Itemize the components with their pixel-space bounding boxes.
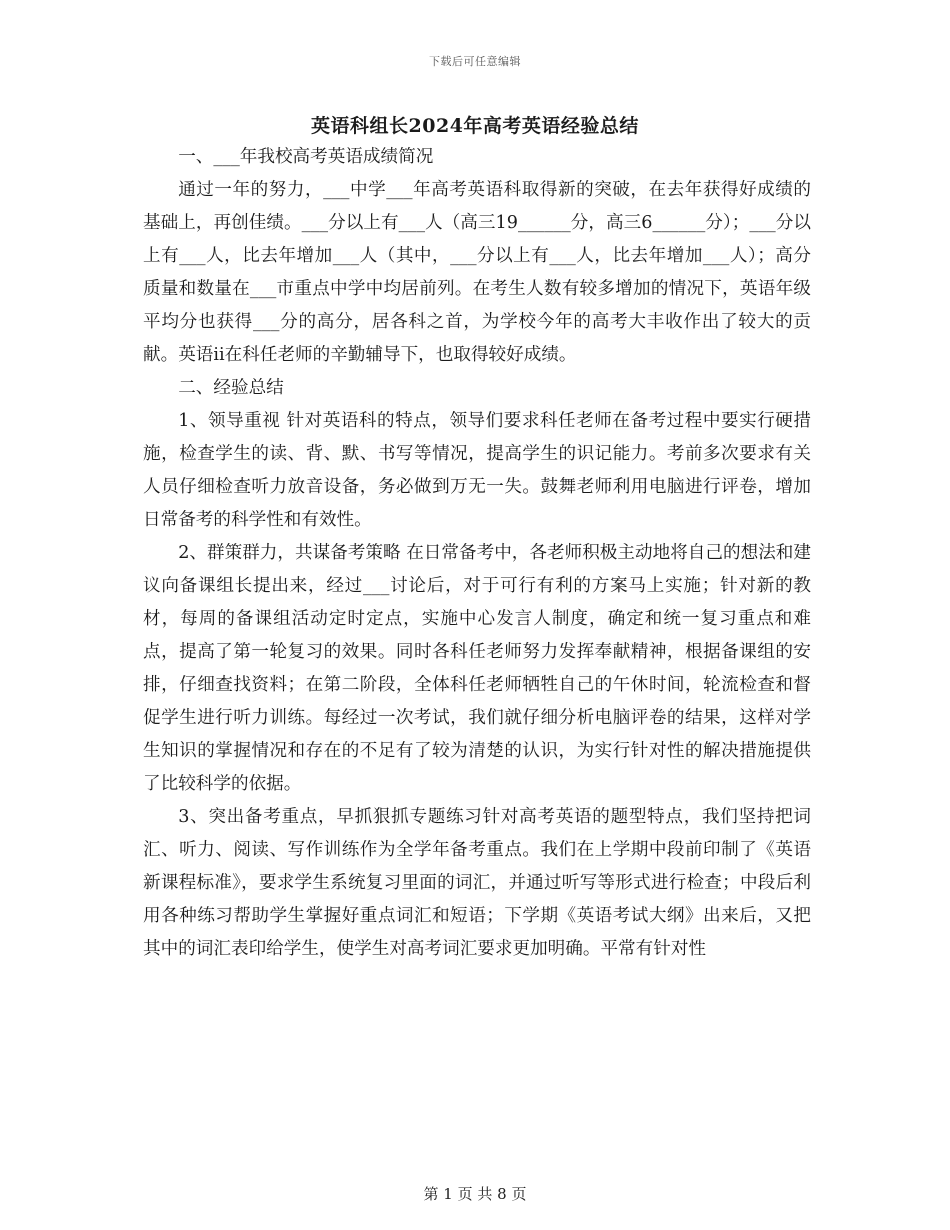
paragraph-leadership: 1、领导重视 针对英语科的特点，领导们要求科任老师在备考过程中要实行硬措施，检查学生的读、背、默、书写等情况，提高学生的识记能力。考前多次要求有关人员仔细检查听力放音设备，务必做到万无一失。鼓舞老师利用电脑进行评卷，增加日常备考的科学性和有效性。 (143, 411, 811, 530)
page-footer: 第 1 页 共 8 页 (423, 1185, 527, 1203)
paragraph-teamwork: 2、群策群力，共谋备考策略 在日常备考中，各老师积极主动地将自己的想法和建议向备课组长提出来，经过___讨论后，对于可行有利的方案马上实施；针对新的教材，每周的备课组活动定时定点，实施中心发言人制度，确定和统一复习重点和难点，提高了第一轮复习的效果。同时各科任老师努力发挥奉献精神，根据备课组的安排，仔细查找资料；在第二阶段，全体科任老师牺牲自己的午休时间，轮流检查和督促学生进行听力训练。每经过一次考试，我们就仔细分析电脑评卷的结果，这样对学生知识的掌握情况和存在的不足有了较为清楚的认识，为实行针对性的解决措施提供了比较科学的依据。 (143, 543, 811, 794)
document-title: 英语科组长2024年高考英语经验总结 (311, 115, 639, 137)
header-note: 下载后可任意编辑 (429, 55, 521, 68)
paragraph-results: 通过一年的努力，___中学___年高考英语科取得新的突破，在去年获得好成绩的基础上，再创佳绩。___分以上有___人（高三19______分，高三6______分）；___分以上有___人，比去年增加___人（其中，___分以上有___人，比去年增加___人）；高分质量和数量在___市重点中学中均居前列。在考生人数有较多增加的情况下，英语年级平均分也获得___分的高分，居各科之首，为学校今年的高考大丰收作出了较大的贡献。英语ii在科任老师的辛勤辅导下，也取得较好成绩。 (143, 180, 811, 365)
paragraph-focus: 3、突出备考重点，早抓狠抓专题练习针对高考英语的题型特点，我们坚持把词汇、听力、阅读、写作训练作为全学年备考重点。我们在上学期中段前印制了《英语新课程标准》，要求学生系统复习里面的词汇，并通过听写等形式进行检查；中段后利用各种练习帮助学生掌握好重点词汇和短语；下学期《英语考试大纲》出来后，又把其中的词汇表印给学生，使学生对高考词汇要求更加明确。平常有针对性 (143, 807, 811, 959)
section-heading-2: 二、经验总结 (178, 378, 284, 398)
document-body (143, 141, 811, 966)
section-heading-1: 一、___年我校高考英语成绩简况 (178, 147, 434, 167)
